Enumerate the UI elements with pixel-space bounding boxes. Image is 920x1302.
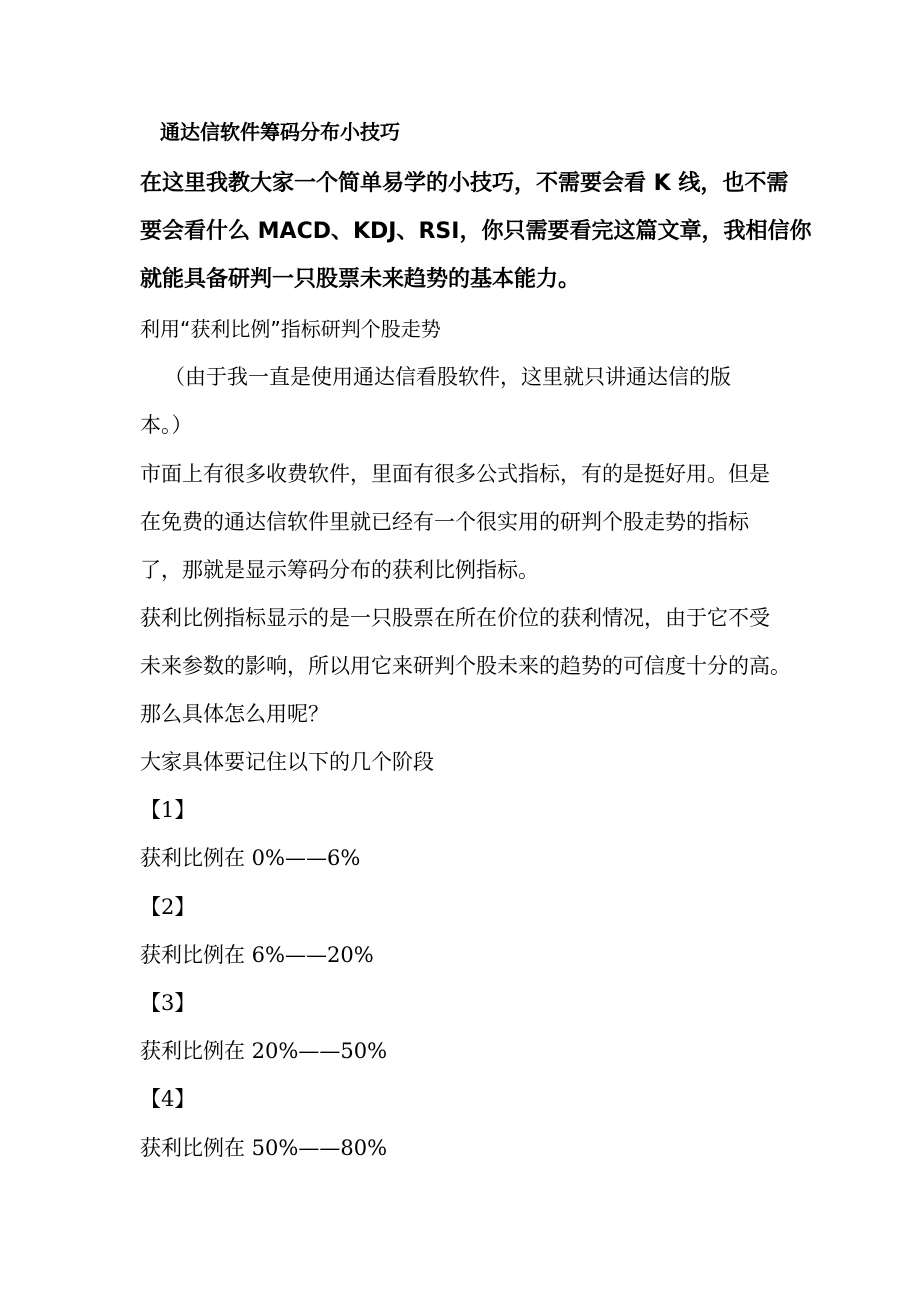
- stage-text: 获利比例在 20%——50%: [140, 1039, 388, 1063]
- paragraph-line: 在免费的通达信软件里就已经有一个很实用的研判个股走势的指标: [140, 510, 749, 534]
- intro-line: 在这里我教大家一个简单易学的小技巧，不需要会看 K 线，也不需: [140, 171, 789, 196]
- stage-text: 获利比例在 0%——6%: [140, 846, 361, 870]
- stage-text: 获利比例在 6%——20%: [140, 943, 374, 967]
- stage-label: 【3】: [140, 991, 196, 1015]
- paragraph-line: 未来参数的影响，所以用它来研判个股未来的趋势的可信度十分的高。: [140, 654, 791, 678]
- paragraph-line: 了，那就是显示筹码分布的获利比例指标。: [140, 558, 539, 582]
- stage-label: 【4】: [140, 1087, 196, 1111]
- stage-label: 【2】: [140, 895, 196, 919]
- paragraph-line: 获利比例指标显示的是一只股票在所在价位的获利情况，由于它不受: [140, 606, 770, 630]
- document-title: 通达信软件筹码分布小技巧: [160, 120, 400, 144]
- paragraph-line: 那么具体怎么用呢？: [140, 702, 329, 726]
- stage-text: 获利比例在 50%——80%: [140, 1136, 388, 1160]
- stages-intro: 大家具体要记住以下的几个阶段: [140, 750, 434, 774]
- subheading: 利用“获利比例”指标研判个股走势: [140, 317, 441, 341]
- note-line: （由于我一直是使用通达信看股软件，这里就只讲通达信的版: [164, 365, 731, 389]
- paragraph-line: 市面上有很多收费软件，里面有很多公式指标，有的是挺好用。但是: [140, 462, 770, 486]
- intro-line: 要会看什么 MACD、KDJ、RSI，你只需要看完这篇文章，我相信你: [140, 219, 812, 244]
- stage-label: 【1】: [140, 798, 196, 822]
- intro-line: 就能具备研判一只股票未来趋势的基本能力。: [140, 267, 581, 292]
- note-line: 本。）: [140, 413, 193, 437]
